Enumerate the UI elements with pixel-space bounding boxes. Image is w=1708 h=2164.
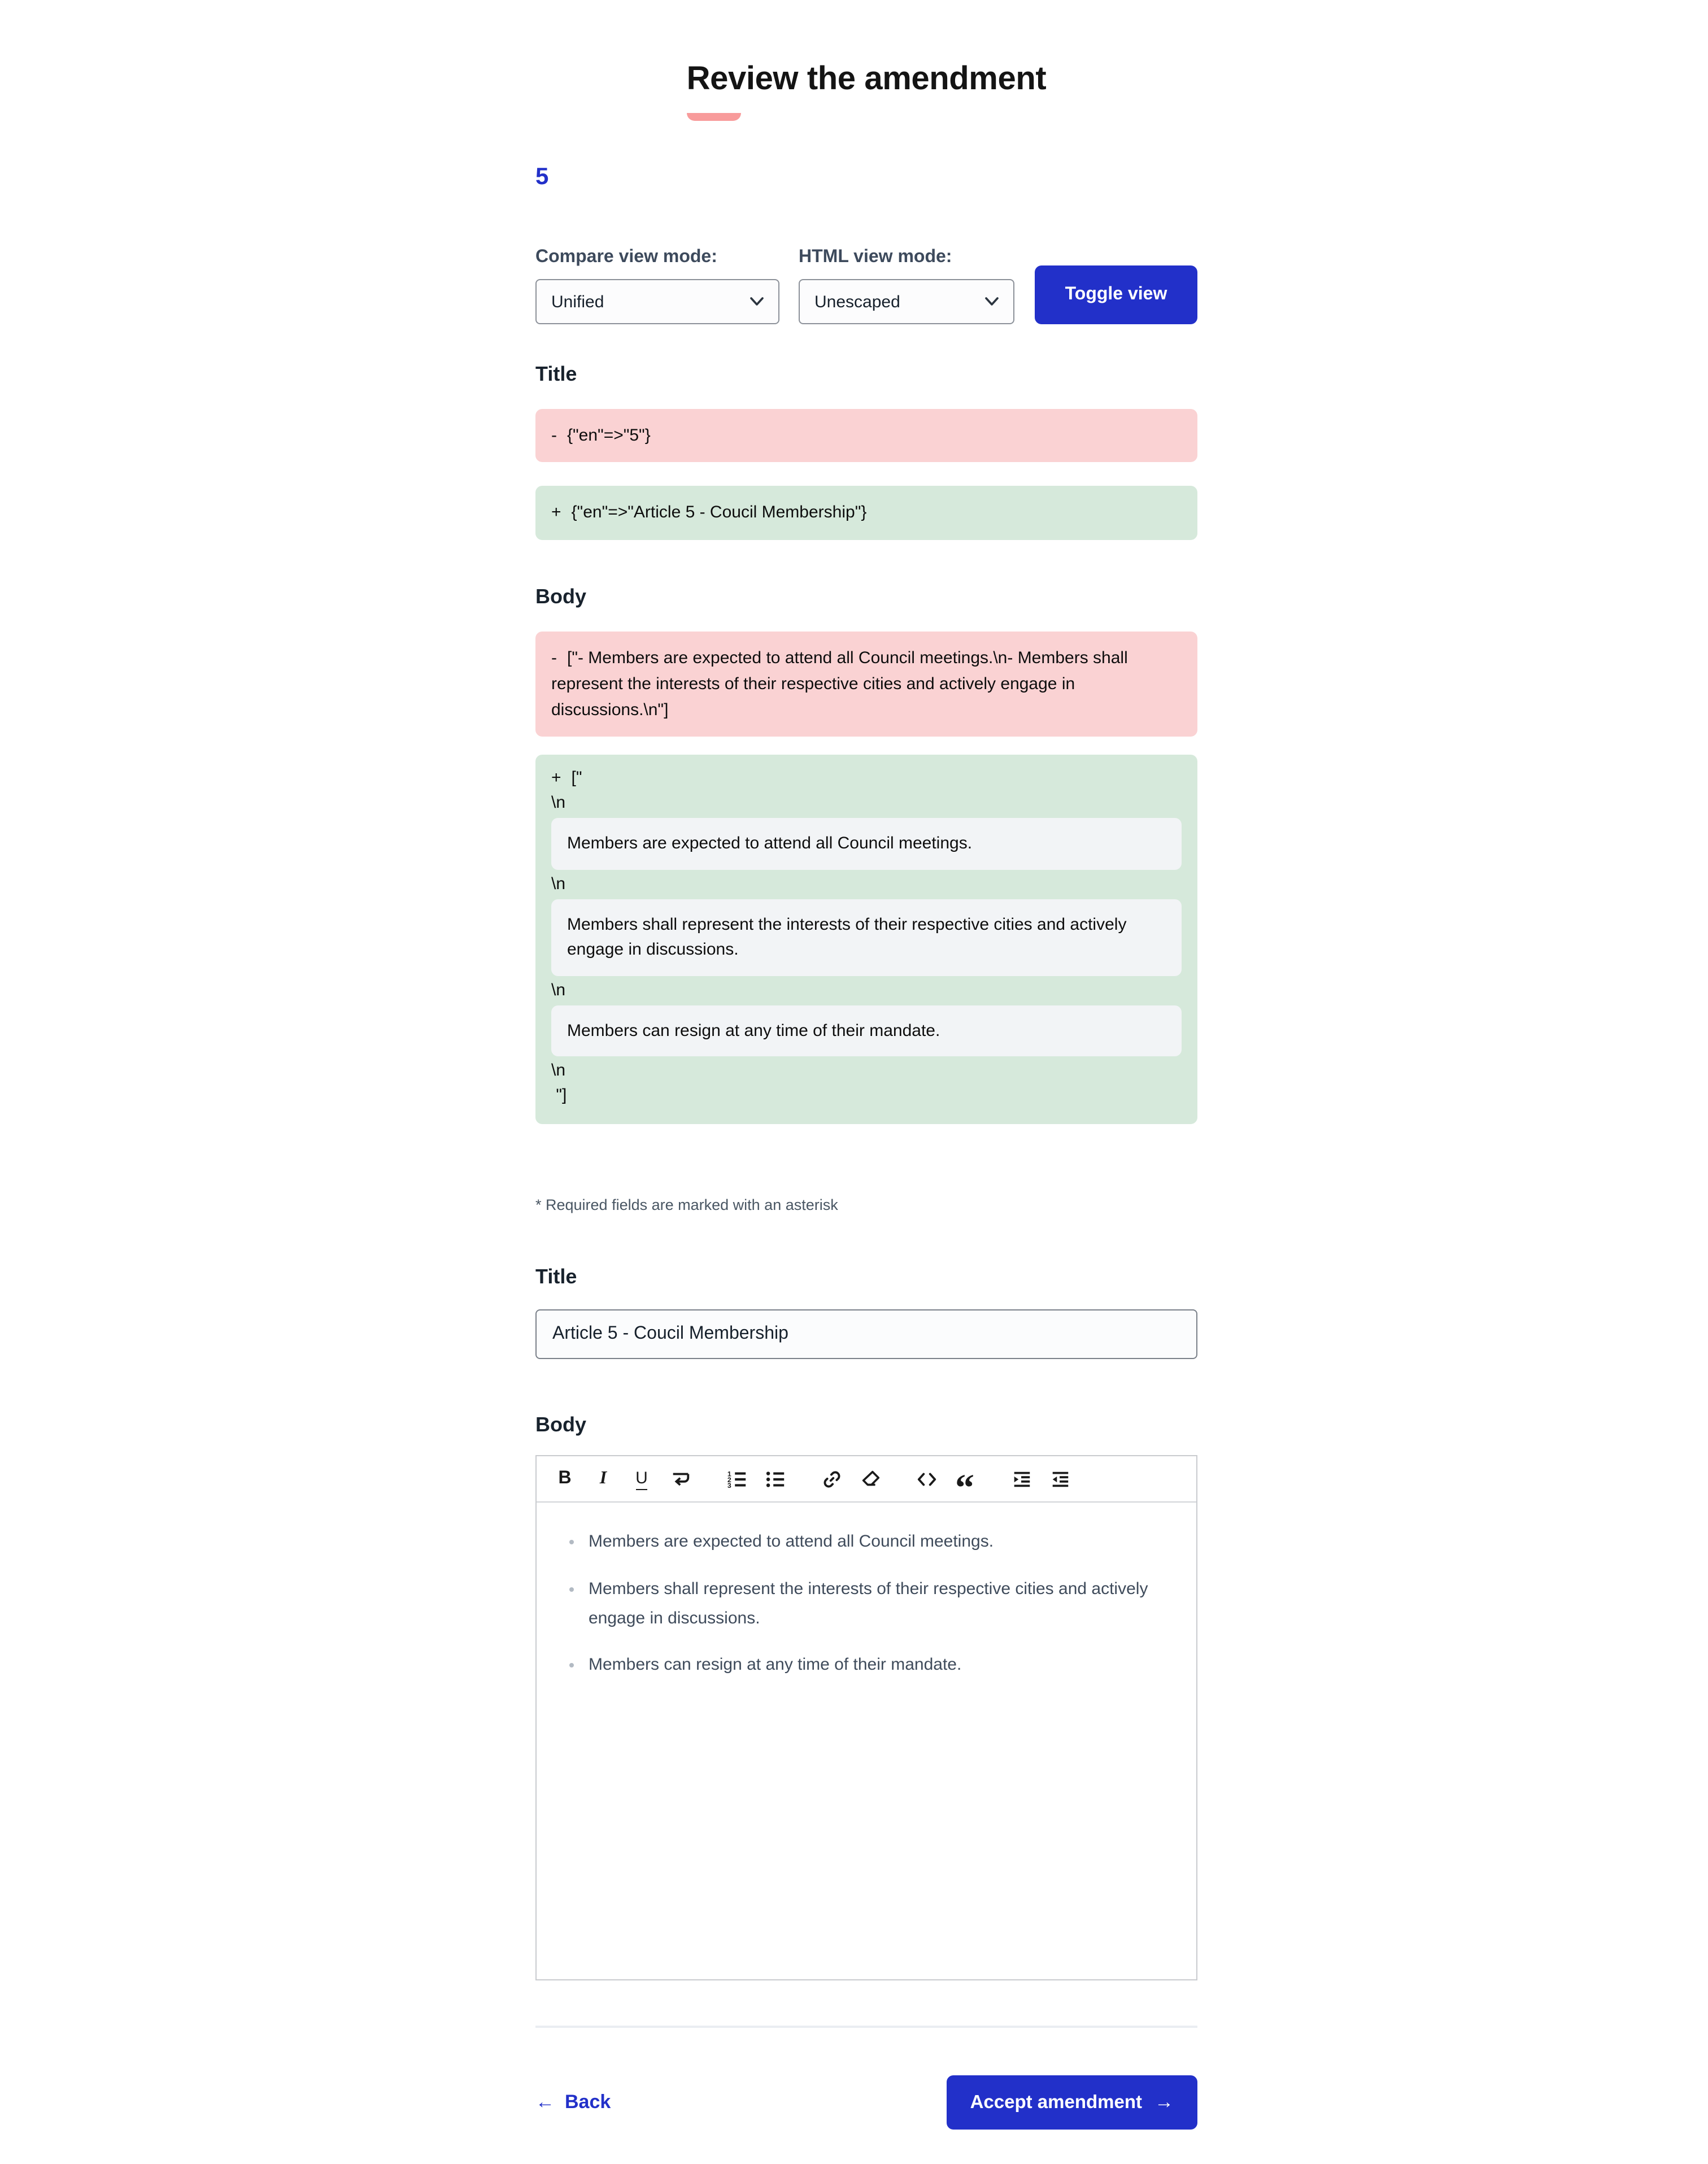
added-paragraph: Members can resign at any time of their mandate. bbox=[551, 1005, 1182, 1057]
editor-list-item: • Members are expected to attend all Council meetings. bbox=[586, 1528, 1196, 1558]
diff-title-heading: Title bbox=[535, 363, 577, 385]
html-view-select[interactable] bbox=[799, 279, 1014, 324]
ordered-list-icon bbox=[726, 1469, 747, 1490]
line-break-icon bbox=[669, 1469, 691, 1490]
added-open-line bbox=[551, 767, 1182, 791]
italic-icon: I bbox=[599, 1469, 607, 1488]
editor-list-item: • Members can resign at any time of their mandate. bbox=[586, 1651, 1196, 1680]
underline-button[interactable] bbox=[629, 1467, 654, 1492]
indent-button[interactable] bbox=[1009, 1467, 1034, 1492]
toggle-view-button[interactable]: Toggle view bbox=[1035, 265, 1197, 324]
italic-button[interactable] bbox=[591, 1467, 616, 1492]
back-label: Back bbox=[565, 2091, 611, 2113]
title-input[interactable] bbox=[535, 1310, 1197, 1360]
newline-token: \n bbox=[551, 1061, 566, 1081]
bullet-list-button[interactable] bbox=[762, 1467, 787, 1492]
added-paragraph: Members shall represent the interests of their respective cities and actively engage in discussions. bbox=[551, 899, 1182, 976]
added-open-text: [" bbox=[571, 768, 582, 788]
body-added-block bbox=[535, 755, 1197, 1125]
bold-icon: B bbox=[558, 1469, 572, 1488]
added-marker: + bbox=[551, 503, 561, 523]
removed-marker: - bbox=[551, 426, 557, 445]
bold-button[interactable] bbox=[552, 1467, 577, 1492]
newline-token: \n bbox=[551, 980, 566, 999]
line-break-button[interactable] bbox=[668, 1467, 692, 1492]
removed-marker: - bbox=[551, 648, 557, 667]
title-added-text: {"en"=>"Article 5 - Coucil Membership"} bbox=[571, 503, 867, 523]
html-view-label: HTML view mode: bbox=[799, 247, 952, 267]
diff-body-heading: Body bbox=[535, 585, 586, 607]
link-icon bbox=[821, 1469, 842, 1490]
view-controls bbox=[535, 247, 1197, 324]
added-close-line: "] bbox=[551, 1086, 567, 1105]
compare-view-value: Unified bbox=[551, 292, 604, 311]
ordered-list-button[interactable] bbox=[724, 1467, 749, 1492]
footer-actions bbox=[535, 2076, 1197, 2164]
title-underline-decorator bbox=[687, 113, 741, 121]
quote-button[interactable]: “ bbox=[952, 1467, 977, 1492]
chevron-down-icon bbox=[985, 297, 999, 306]
bullet-list-icon bbox=[764, 1469, 786, 1490]
outdent-button[interactable] bbox=[1047, 1467, 1072, 1492]
clear-format-icon bbox=[859, 1469, 881, 1490]
chevron-down-icon bbox=[750, 297, 764, 306]
added-paragraph: Members are expected to attend all Council meetings. bbox=[551, 818, 1182, 870]
svg-text:1: 1 bbox=[726, 1469, 731, 1478]
code-icon bbox=[916, 1469, 937, 1490]
required-fields-note: * Required fields are marked with an asterisk bbox=[535, 1196, 838, 1214]
underline-icon: U bbox=[635, 1469, 648, 1490]
newline-token: \n bbox=[551, 793, 566, 813]
accept-amendment-button[interactable] bbox=[947, 2076, 1197, 2130]
svg-text:3: 3 bbox=[726, 1481, 731, 1490]
form-title-label: Title bbox=[535, 1265, 577, 1288]
body-removed-text: ["- Members are expected to attend all Council meetings.\n- Members shall represent the interests of their respective cities and actively engage in discussions.\n"] bbox=[551, 648, 1128, 720]
amendment-number: 5 bbox=[535, 164, 549, 190]
editor-content[interactable] bbox=[537, 1503, 1196, 1980]
link-button[interactable] bbox=[819, 1467, 844, 1492]
added-marker: + bbox=[551, 768, 561, 788]
form-body-label: Body bbox=[535, 1413, 586, 1436]
title-added-line bbox=[535, 486, 1197, 540]
compare-view-label: Compare view mode: bbox=[535, 247, 717, 267]
outdent-icon bbox=[1049, 1469, 1070, 1490]
body-added-content bbox=[551, 791, 1182, 1109]
indent-icon bbox=[1010, 1469, 1032, 1490]
html-view-value: Unescaped bbox=[814, 292, 900, 311]
body-removed-line bbox=[535, 631, 1197, 737]
accept-label: Accept amendment bbox=[970, 2092, 1142, 2113]
svg-text:2: 2 bbox=[726, 1475, 731, 1484]
editor-toolbar bbox=[537, 1457, 1196, 1510]
editor-bullet-list bbox=[537, 1528, 1196, 1680]
accept-arrow-icon: → bbox=[1154, 2091, 1174, 2113]
footer-divider bbox=[535, 2026, 1197, 2028]
title-removed-line bbox=[535, 409, 1197, 463]
rich-text-editor bbox=[535, 1456, 1197, 1981]
page-title: Review the amendment bbox=[686, 61, 1047, 97]
compare-view-select[interactable] bbox=[535, 279, 779, 324]
back-link[interactable] bbox=[535, 2092, 611, 2114]
back-arrow-icon: ← bbox=[535, 2091, 555, 2113]
title-removed-text: {"en"=>"5"} bbox=[567, 426, 651, 445]
clear-format-button[interactable] bbox=[857, 1467, 882, 1492]
newline-token: \n bbox=[551, 874, 566, 894]
code-button[interactable] bbox=[914, 1467, 939, 1492]
editor-list-item: • Members shall represent the interests of their respective cities and actively engage in discussions. bbox=[586, 1574, 1196, 1634]
